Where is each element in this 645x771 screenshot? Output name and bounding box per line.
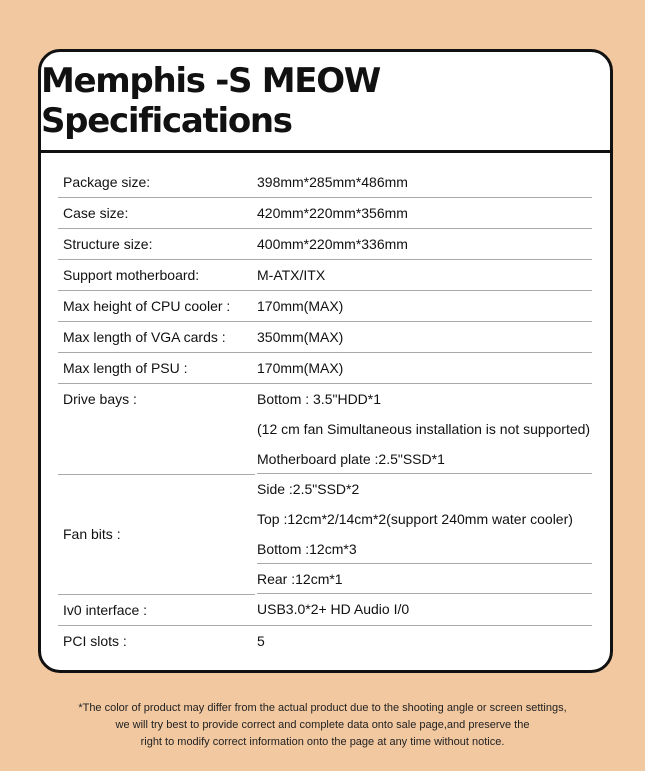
spec-table (58, 167, 592, 656)
spec-label: Max height of CPU cooler : (58, 291, 255, 322)
fan-bits-row (58, 474, 592, 594)
spec-value: 400mm*220mm*336mm (255, 229, 592, 260)
fan-bits-values (255, 474, 592, 594)
io-value: USB3.0*2+ HD Audio I/0 (255, 594, 592, 625)
spec-value: 398mm*285mm*486mm (255, 167, 592, 198)
spec-value: M-ATX/ITX (255, 260, 592, 291)
spec-value: 170mm(MAX) (255, 291, 592, 322)
spec-row (58, 594, 592, 625)
spec-value: 350mm(MAX) (255, 322, 592, 353)
spec-label: Max length of PSU : (58, 353, 255, 384)
drive-bay-value: (12 cm fan Simultaneous installation is not supported) (257, 421, 591, 437)
title-bar (41, 52, 610, 153)
fan-bit-value: Rear :12cm*1 (257, 564, 592, 594)
pci-label: PCI slots : (63, 632, 127, 649)
drive-bay-value: Bottom : 3.5"HDD*1 (257, 391, 382, 407)
spec-row (58, 625, 592, 656)
fan-bit-value: Bottom :12cm*3 (257, 534, 592, 564)
spec-label: Support motherboard: (58, 260, 255, 291)
fan-bit-value: Top :12cm*2/14cm*2(support 240mm water cooler) (257, 511, 573, 527)
spec-row (58, 198, 592, 229)
spec-row (58, 167, 592, 198)
spec-label: Package size: (58, 167, 255, 198)
spec-value: 420mm*220mm*356mm (255, 198, 592, 229)
page-title: Memphis -S MEOW Specifications (41, 61, 380, 141)
disclaimer-line: we will try best to provide correct and complete data onto sale page,and preserve the (115, 719, 530, 731)
drive-bay-value: Motherboard plate :2.5"SSD*1 (257, 444, 592, 474)
io-label: Iv0 interface : (58, 594, 255, 625)
spec-card (38, 49, 613, 673)
drive-bays-row (58, 384, 592, 475)
spec-row (58, 229, 592, 260)
drive-bays-values (255, 384, 592, 475)
disclaimer-note (0, 700, 645, 751)
spec-row (58, 322, 592, 353)
spec-row (58, 260, 592, 291)
spec-row (58, 353, 592, 384)
disclaimer-line: right to modify correct information onto the page at any time without notice. (140, 736, 505, 748)
spec-label: Case size: (58, 198, 255, 229)
fan-bits-label: Fan bits : (58, 474, 255, 594)
pci-value: 5 (257, 632, 265, 649)
disclaimer-line: *The color of product may differ from the actual product due to the shooting angle or screen settings, (78, 702, 567, 714)
spec-label: Structure size: (58, 229, 255, 260)
fan-bit-value: Side :2.5"SSD*2 (257, 481, 360, 497)
drive-bays-label: Drive bays : (58, 384, 255, 475)
spec-value: 170mm(MAX) (255, 353, 592, 384)
spec-label: Max length of VGA cards : (58, 322, 255, 353)
spec-row (58, 291, 592, 322)
